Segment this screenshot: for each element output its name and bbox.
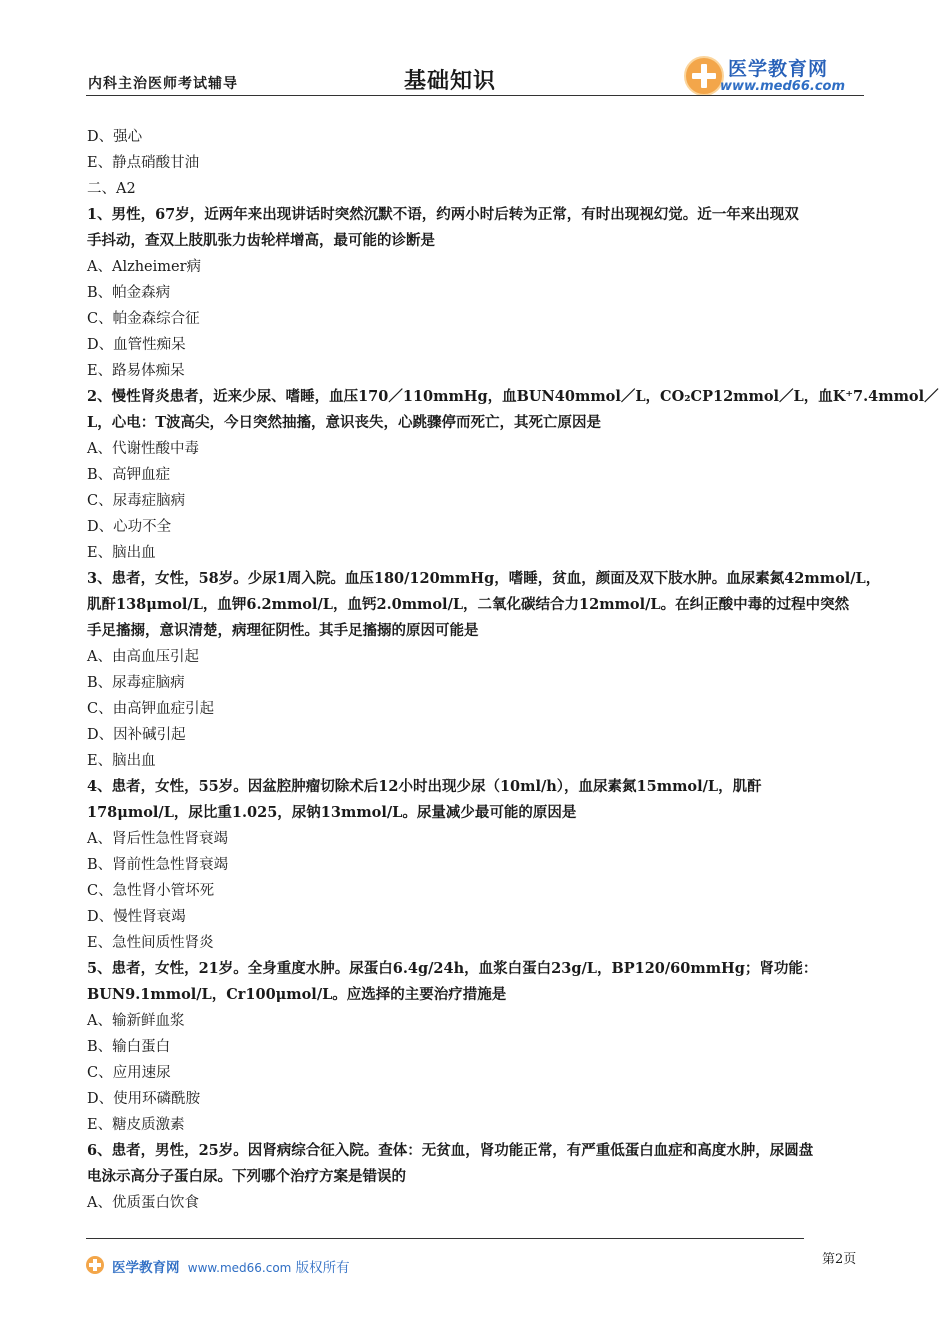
question-content <box>87 124 939 1216</box>
page-header <box>0 0 950 100</box>
page-number: 第2页 <box>822 1252 857 1267</box>
option-line: B、肾前性急性肾衰竭 <box>87 857 229 873</box>
option-line: C、由高钾血症引起 <box>87 701 215 717</box>
question-stem-line: 手足搐搦，意识清楚，病理征阴性。其手足搐搦的原因可能是 <box>87 622 479 639</box>
question-stem-line: 肌酐138μmol/L，血钾6.2mmol/L，血钙2.0mmol/L，二氧化碳结合力12mmol/L。在纠正酸中毒的过程中突然 <box>87 596 850 613</box>
question-stem-line: 电泳示高分子蛋白尿。下列哪个治疗方案是错误的 <box>87 1168 406 1185</box>
option-line: C、帕金森综合征 <box>87 311 200 327</box>
option-line: C、尿毒症脑病 <box>87 493 186 509</box>
footer-rights: 版权所有 <box>295 1260 350 1276</box>
option-line: A、肾后性急性肾衰竭 <box>87 831 228 847</box>
logo-brand-url: www.med66.com <box>720 79 846 94</box>
option-line: A、由高血压引起 <box>87 649 199 665</box>
question-stem-line: 4、患者，女性，55岁。因盆腔肿瘤切除术后12小时出现少尿（10ml/h），血尿素氮15mmol/L，肌酐 <box>87 778 762 795</box>
option-line: E、急性间质性肾炎 <box>87 935 214 951</box>
option-line: B、帕金森病 <box>87 285 171 301</box>
option-line: D、慢性肾衰竭 <box>87 909 186 925</box>
footer-brand-name: 医学教育网 <box>112 1260 180 1276</box>
question-stem-line: L，心电：T波高尖，今日突然抽搐，意识丧失，心跳骤停而死亡，其死亡原因是 <box>87 414 601 431</box>
option-line: 二、A2 <box>87 181 136 197</box>
footer-divider <box>86 1238 804 1239</box>
option-line: E、脑出血 <box>87 753 156 769</box>
option-line: A、输新鲜血浆 <box>87 1013 185 1029</box>
question-stem-line: 178μmol/L，尿比重1.025，尿钠13mmol/L。尿量减少最可能的原因是 <box>87 804 577 821</box>
option-line: D、血管性痴呆 <box>87 337 186 353</box>
option-line: C、急性肾小管坏死 <box>87 883 215 899</box>
option-line: D、使用环磷酰胺 <box>87 1091 201 1107</box>
option-line: A、代谢性酸中毒 <box>87 441 199 457</box>
question-stem-line: 1、男性，67岁，近两年来出现讲话时突然沉默不语，约两小时后转为正常，有时出现视幻觉。近一年来出现双 <box>87 206 799 223</box>
option-line: B、高钾血症 <box>87 467 171 483</box>
question-stem-line: 2、慢性肾炎患者，近来少尿、嗜睡，血压170／110mmHg，血BUN40mmol／L，CO₂CP12mmol／L，血K⁺7.4mmol／ <box>87 388 939 405</box>
option-line: A、Alzheimer病 <box>87 259 202 275</box>
question-stem-line: 5、患者，女性，21岁。全身重度水肿。尿蛋白6.4g/24h，血浆白蛋白23g/L，BP120/60mmHg；肾功能： <box>87 960 818 977</box>
medical-cross-icon <box>684 56 724 96</box>
logo-brand-name: 医学教育网 <box>728 58 829 80</box>
header-section-title: 基础知识 <box>404 69 497 94</box>
option-line: E、脑出血 <box>87 545 156 561</box>
option-line: B、尿毒症脑病 <box>87 675 185 691</box>
brand-logo <box>684 54 864 98</box>
question-stem-line: 3、患者，女性，58岁。少尿1周入院。血压180/120mmHg，嗜睡，贫血，颜面及双下肢水肿。血尿素氮42mmol/L， <box>87 570 881 587</box>
option-line: E、路易体痴呆 <box>87 363 185 379</box>
header-divider <box>86 95 864 96</box>
footer-copyright <box>112 1256 350 1276</box>
option-line: D、强心 <box>87 129 143 145</box>
option-line: D、心功不全 <box>87 519 172 535</box>
question-stem-line: BUN9.1mmol/L，Cr100μmol/L。应选择的主要治疗措施是 <box>87 986 507 1003</box>
footer-url: www.med66.com <box>187 1261 292 1275</box>
option-line: A、优质蛋白饮食 <box>87 1195 199 1211</box>
question-stem-line: 6、患者，男性，25岁。因肾病综合征入院。查体：无贫血，肾功能正常，有严重低蛋白血症和高度水肿，尿圆盘 <box>87 1142 814 1159</box>
option-line: E、静点硝酸甘油 <box>87 155 200 171</box>
option-line: C、应用速尿 <box>87 1065 171 1081</box>
header-course-title: 内科主治医师考试辅导 <box>88 76 238 92</box>
option-line: D、因补碱引起 <box>87 727 186 743</box>
option-line: E、糖皮质激素 <box>87 1117 185 1133</box>
footer-medical-cross-icon <box>86 1256 108 1276</box>
question-stem-line: 手抖动，查双上肢肌张力齿轮样增高，最可能的诊断是 <box>87 232 435 249</box>
option-line: B、输白蛋白 <box>87 1039 171 1055</box>
